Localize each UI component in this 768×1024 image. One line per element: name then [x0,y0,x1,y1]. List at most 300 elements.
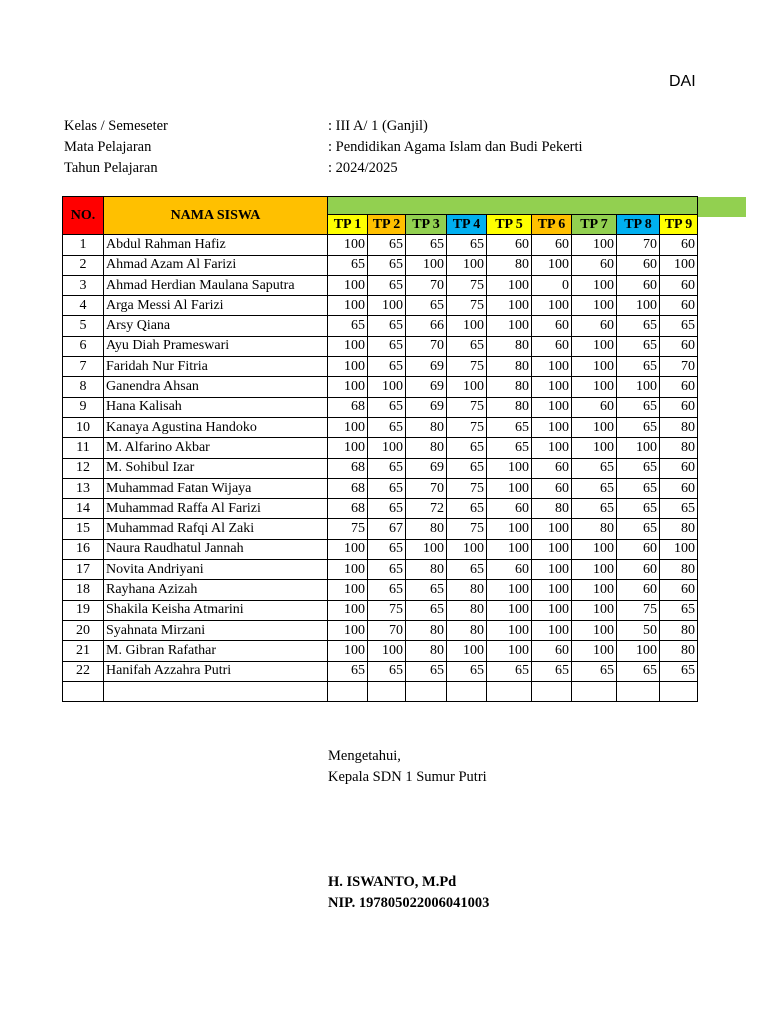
grades-table [62,196,698,702]
cell-name: M. Alfarino Akbar [104,438,328,458]
cell-no: 7 [63,357,104,377]
cell-empty [406,681,447,701]
cell-score: 65 [617,458,660,478]
cell-score: 70 [368,620,406,640]
cell-empty [617,681,660,701]
cell-score: 80 [487,357,532,377]
cell-score: 65 [328,661,368,681]
table-row [63,661,698,681]
cell-score: 60 [617,539,660,559]
cell-score: 100 [617,377,660,397]
cell-score: 65 [406,296,447,316]
cell-no: 5 [63,316,104,336]
cell-score: 60 [617,580,660,600]
table-row [63,539,698,559]
table-row [63,275,698,295]
cell-score: 100 [532,519,572,539]
cell-score: 65 [487,417,532,437]
cell-score: 70 [406,336,447,356]
cell-score: 100 [368,377,406,397]
cell-name: Naura Raudhatul Jannah [104,539,328,559]
cell-score: 70 [617,235,660,255]
cell-score: 80 [487,377,532,397]
table-row [63,296,698,316]
cell-score: 80 [406,641,447,661]
cell-score: 65 [487,661,532,681]
info-value: : III A/ 1 (Ganjil) [328,118,428,134]
cell-no: 22 [63,661,104,681]
cell-name: Hana Kalisah [104,397,328,417]
table-row [63,478,698,498]
cell-score: 100 [328,641,368,661]
cell-score: 80 [660,641,698,661]
cell-score: 60 [660,478,698,498]
cell-score: 80 [660,417,698,437]
cell-score: 60 [487,235,532,255]
cell-score: 60 [660,458,698,478]
cell-name: Muhammad Raffa Al Farizi [104,499,328,519]
cell-score: 100 [532,377,572,397]
cell-no: 8 [63,377,104,397]
cell-score: 100 [487,580,532,600]
cell-score: 68 [328,478,368,498]
cell-score: 60 [660,296,698,316]
table-row [63,417,698,437]
cell-score: 75 [368,600,406,620]
cell-score: 80 [406,417,447,437]
cell-score: 80 [406,519,447,539]
cell-score: 100 [447,316,487,336]
cell-score: 75 [447,417,487,437]
cell-score: 100 [447,255,487,275]
cell-score: 75 [447,275,487,295]
cell-score: 50 [617,620,660,640]
cell-score: 100 [572,620,617,640]
cell-score: 80 [572,519,617,539]
cell-name: Ahmad Herdian Maulana Saputra [104,275,328,295]
cell-score: 65 [572,478,617,498]
cell-no: 2 [63,255,104,275]
table-row [63,336,698,356]
cell-score: 100 [487,296,532,316]
cell-score: 65 [532,661,572,681]
principal-title: Kepala SDN 1 Sumur Putri [328,769,487,785]
cell-score: 80 [406,438,447,458]
cell-score: 100 [532,417,572,437]
table-row-empty [63,681,698,701]
cell-score: 100 [572,417,617,437]
cell-score: 100 [572,641,617,661]
cell-score: 65 [368,499,406,519]
document-title: DAI [669,73,696,90]
cell-no: 16 [63,539,104,559]
cell-score: 65 [660,661,698,681]
table-row [63,397,698,417]
cell-empty [487,681,532,701]
header-tp: TP 7 [572,215,617,235]
cell-score: 80 [447,600,487,620]
cell-name: Syahnata Mirzani [104,620,328,640]
cell-score: 65 [447,499,487,519]
cell-score: 65 [328,316,368,336]
cell-score: 60 [617,275,660,295]
header-tp: TP 3 [406,215,447,235]
cell-score: 100 [487,275,532,295]
cell-score: 65 [368,560,406,580]
cell-score: 100 [328,580,368,600]
cell-empty [532,681,572,701]
cell-score: 100 [487,478,532,498]
cell-score: 65 [617,417,660,437]
cell-no: 9 [63,397,104,417]
cell-score: 80 [660,438,698,458]
cell-score: 65 [368,316,406,336]
cell-score: 100 [328,560,368,580]
cell-score: 80 [487,397,532,417]
cell-score: 65 [617,397,660,417]
cell-score: 65 [617,316,660,336]
cell-score: 100 [617,296,660,316]
cell-name: Arga Messi Al Farizi [104,296,328,316]
cell-no: 12 [63,458,104,478]
header-group [328,197,698,215]
principal-nip: NIP. 197805022006041003 [328,895,490,911]
cell-no: 11 [63,438,104,458]
table-row [63,519,698,539]
header-tp: TP 8 [617,215,660,235]
cell-score: 60 [572,316,617,336]
cell-score: 100 [328,235,368,255]
cell-empty [572,681,617,701]
cell-score: 100 [368,641,406,661]
cell-no: 10 [63,417,104,437]
cell-no: 17 [63,560,104,580]
cell-score: 65 [368,458,406,478]
info-value: : Pendidikan Agama Islam dan Budi Pekerti [328,139,583,155]
cell-score: 75 [447,478,487,498]
table-row [63,316,698,336]
cell-score: 65 [368,661,406,681]
cell-name: Novita Andriyani [104,560,328,580]
cell-score: 60 [532,336,572,356]
cell-score: 65 [660,600,698,620]
cell-name: Ganendra Ahsan [104,377,328,397]
cell-score: 65 [447,458,487,478]
cell-score: 68 [328,499,368,519]
class-info [64,116,583,179]
table-row [63,560,698,580]
header-green-strip [696,197,746,217]
cell-no: 21 [63,641,104,661]
cell-score: 100 [328,357,368,377]
cell-name: Muhammad Rafqi Al Zaki [104,519,328,539]
cell-score: 65 [617,499,660,519]
cell-score: 100 [532,438,572,458]
cell-name: Faridah Nur Fitria [104,357,328,377]
cell-score: 60 [532,458,572,478]
cell-score: 100 [406,539,447,559]
cell-score: 68 [328,458,368,478]
info-label: Tahun Pelajaran [64,160,158,176]
cell-score: 80 [660,620,698,640]
cell-score: 60 [487,499,532,519]
cell-score: 75 [617,600,660,620]
cell-score: 100 [617,438,660,458]
cell-score: 80 [447,620,487,640]
cell-score: 100 [532,560,572,580]
cell-score: 100 [572,336,617,356]
cell-empty [63,681,104,701]
cell-score: 65 [617,478,660,498]
cell-score: 65 [617,661,660,681]
cell-score: 100 [532,580,572,600]
cell-score: 100 [328,620,368,640]
cell-score: 65 [617,336,660,356]
cell-score: 60 [487,560,532,580]
cell-score: 60 [532,478,572,498]
info-row [64,158,583,179]
cell-score: 100 [572,296,617,316]
cell-score: 65 [368,478,406,498]
cell-score: 100 [487,641,532,661]
cell-score: 80 [487,336,532,356]
table-row [63,377,698,397]
cell-score: 60 [660,336,698,356]
cell-score: 100 [532,296,572,316]
header-tp: TP 5 [487,215,532,235]
cell-score: 72 [406,499,447,519]
header-no: NO. [63,197,104,235]
cell-score: 65 [406,661,447,681]
cell-score: 65 [368,336,406,356]
table-row [63,499,698,519]
cell-score: 65 [368,397,406,417]
cell-score: 100 [532,600,572,620]
header-tp: TP 4 [447,215,487,235]
cell-score: 100 [572,357,617,377]
cell-score: 65 [368,357,406,377]
cell-score: 100 [487,519,532,539]
table-row [63,357,698,377]
cell-score: 100 [487,539,532,559]
cell-score: 66 [406,316,447,336]
cell-score: 65 [660,499,698,519]
info-row [64,137,583,158]
cell-name: Hanifah Azzahra Putri [104,661,328,681]
cell-name: Abdul Rahman Hafiz [104,235,328,255]
cell-score: 65 [447,336,487,356]
cell-no: 20 [63,620,104,640]
cell-score: 60 [660,235,698,255]
table-row [63,600,698,620]
cell-score: 75 [447,296,487,316]
cell-score: 100 [447,377,487,397]
cell-score: 100 [572,539,617,559]
cell-no: 3 [63,275,104,295]
cell-score: 100 [328,336,368,356]
cell-score: 65 [368,417,406,437]
header-tp: TP 6 [532,215,572,235]
cell-score: 0 [532,275,572,295]
cell-score: 100 [660,539,698,559]
cell-empty [447,681,487,701]
cell-name: M. Gibran Rafathar [104,641,328,661]
cell-score: 100 [328,377,368,397]
cell-score: 100 [617,641,660,661]
cell-score: 69 [406,377,447,397]
cell-score: 100 [572,580,617,600]
signature-block [328,746,489,914]
cell-score: 100 [406,255,447,275]
cell-score: 100 [447,539,487,559]
cell-name: M. Sohibul Izar [104,458,328,478]
cell-score: 80 [487,255,532,275]
cell-score: 80 [660,519,698,539]
cell-score: 100 [328,600,368,620]
cell-score: 100 [532,397,572,417]
cell-score: 70 [406,478,447,498]
cell-score: 80 [532,499,572,519]
header-tp: TP 9 [660,215,698,235]
cell-score: 65 [368,539,406,559]
info-value: : 2024/2025 [328,160,398,176]
cell-name: Ayu Diah Prameswari [104,336,328,356]
cell-empty [104,681,328,701]
table-row [63,255,698,275]
cell-score: 60 [660,580,698,600]
cell-score: 60 [660,397,698,417]
cell-score: 69 [406,397,447,417]
cell-score: 100 [660,255,698,275]
cell-score: 100 [487,316,532,336]
cell-score: 65 [406,580,447,600]
cell-empty [660,681,698,701]
cell-score: 65 [406,235,447,255]
cell-score: 100 [532,620,572,640]
cell-score: 70 [406,275,447,295]
table-row [63,458,698,478]
cell-score: 100 [532,255,572,275]
table-row [63,438,698,458]
cell-score: 65 [406,600,447,620]
cell-no: 4 [63,296,104,316]
cell-score: 100 [487,458,532,478]
cell-no: 13 [63,478,104,498]
cell-score: 100 [328,275,368,295]
cell-score: 60 [617,560,660,580]
cell-score: 60 [660,377,698,397]
info-label: Kelas / Semeseter [64,118,168,134]
cell-score: 100 [572,438,617,458]
cell-name: Rayhana Azizah [104,580,328,600]
cell-score: 65 [368,275,406,295]
info-row [64,116,583,137]
table-row [63,235,698,255]
cell-score: 80 [660,560,698,580]
cell-no: 15 [63,519,104,539]
cell-score: 60 [532,235,572,255]
header-name: NAMA SISWA [104,197,328,235]
cell-score: 69 [406,458,447,478]
cell-name: Arsy Qiana [104,316,328,336]
cell-score: 100 [328,539,368,559]
cell-no: 6 [63,336,104,356]
cell-score: 100 [532,357,572,377]
cell-score: 100 [487,600,532,620]
cell-name: Shakila Keisha Atmarini [104,600,328,620]
cell-score: 60 [532,641,572,661]
cell-no: 18 [63,580,104,600]
cell-score: 100 [328,438,368,458]
cell-empty [368,681,406,701]
cell-score: 75 [447,519,487,539]
cell-score: 100 [328,417,368,437]
cell-score: 65 [328,255,368,275]
cell-score: 65 [617,357,660,377]
cell-name: Kanaya Agustina Handoko [104,417,328,437]
cell-score: 69 [406,357,447,377]
cell-score: 65 [447,661,487,681]
cell-name: Ahmad Azam Al Farizi [104,255,328,275]
cell-score: 65 [447,560,487,580]
cell-score: 70 [660,357,698,377]
cell-score: 65 [572,458,617,478]
cell-score: 100 [328,296,368,316]
cell-score: 65 [572,661,617,681]
header-tp: TP 1 [328,215,368,235]
cell-score: 75 [447,397,487,417]
info-label: Mata Pelajaran [64,139,152,155]
cell-score: 65 [572,499,617,519]
cell-score: 100 [572,600,617,620]
cell-no: 1 [63,235,104,255]
cell-score: 65 [660,316,698,336]
cell-score: 65 [447,438,487,458]
cell-score: 65 [368,255,406,275]
cell-score: 65 [447,235,487,255]
cell-score: 80 [406,560,447,580]
cell-score: 100 [572,235,617,255]
cell-score: 100 [572,377,617,397]
cell-score: 60 [617,255,660,275]
cell-score: 68 [328,397,368,417]
cell-score: 60 [572,255,617,275]
cell-score: 100 [487,620,532,640]
cell-no: 19 [63,600,104,620]
cell-score: 65 [617,519,660,539]
cell-score: 65 [368,235,406,255]
cell-score: 65 [368,580,406,600]
cell-empty [328,681,368,701]
cell-score: 60 [532,316,572,336]
table-row [63,641,698,661]
cell-score: 100 [572,275,617,295]
cell-score: 67 [368,519,406,539]
cell-score: 100 [368,438,406,458]
header-tp: TP 2 [368,215,406,235]
cell-score: 75 [447,357,487,377]
cell-score: 80 [447,580,487,600]
principal-name: H. ISWANTO, M.Pd [328,874,457,890]
cell-score: 100 [447,641,487,661]
cell-name: Muhammad Fatan Wijaya [104,478,328,498]
cell-score: 100 [572,560,617,580]
cell-score: 100 [532,539,572,559]
table-row [63,620,698,640]
table-row [63,580,698,600]
acknowledged-text: Mengetahui, [328,748,401,764]
cell-score: 100 [368,296,406,316]
